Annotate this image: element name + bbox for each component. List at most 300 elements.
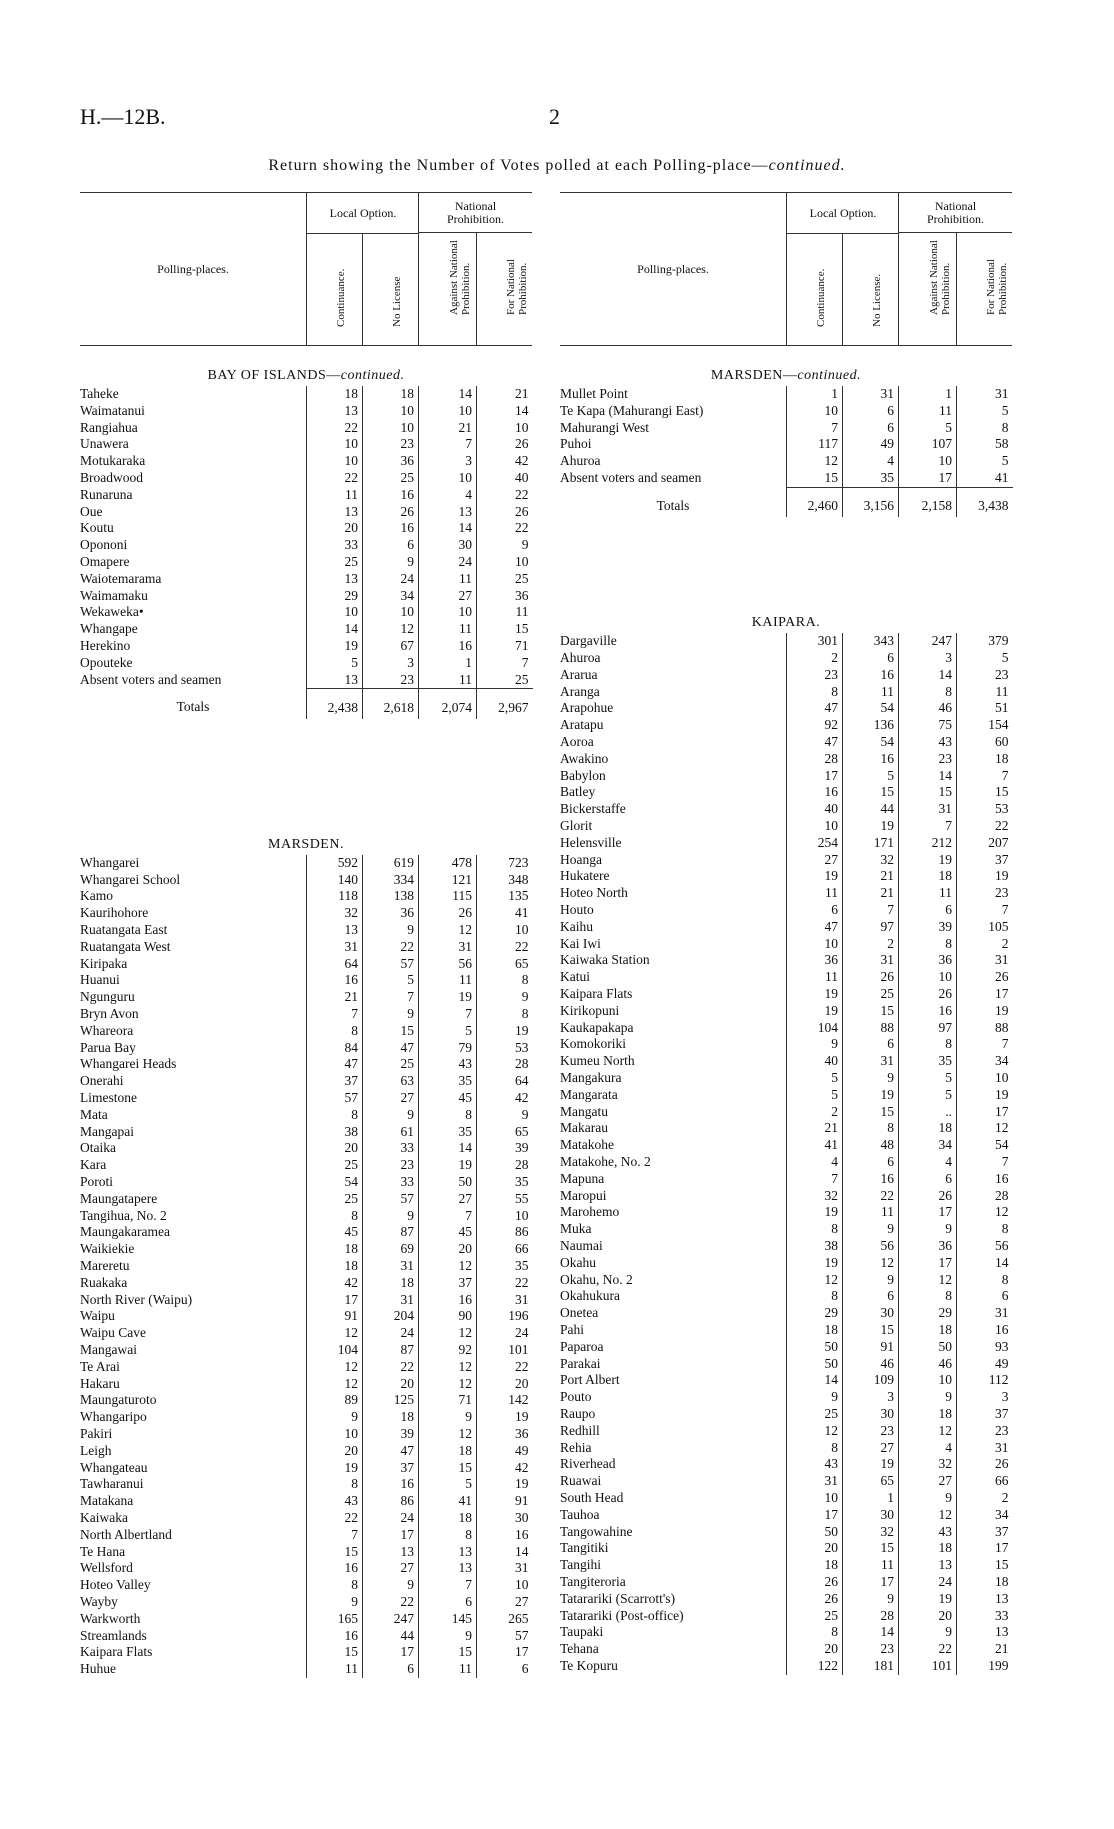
polling-place-name: Riverhead [560,1456,616,1472]
vote-count: 16 [307,1628,363,1645]
table-row [560,717,1013,734]
for-np-header: For National Prohibition. [985,259,1009,315]
polling-place-name: Komokoriki [560,1036,626,1052]
title-suffix: continued. [768,157,846,174]
vote-count: 31 [843,386,899,403]
vote-count: 122 [787,1658,843,1675]
vote-count: 24 [363,1325,419,1342]
table-row [80,1174,533,1191]
vote-count: 17 [843,1574,899,1591]
vote-count: 17 [363,1644,419,1661]
table-row [80,1258,533,1275]
vote-count: 5 [899,420,957,437]
vote-count: 28 [957,1188,1013,1205]
vote-count: 7 [307,1527,363,1544]
vote-count: 17 [899,470,957,487]
vote-count: 7 [957,768,1013,785]
table-row [560,1322,1013,1339]
polling-place-name: Mangakura [560,1070,622,1085]
vote-count: 22 [477,939,533,956]
table-row [560,986,1013,1003]
vote-count: 89 [307,1392,363,1409]
kaipara-table [560,633,1013,1674]
vote-count: 10 [419,470,477,487]
polling-place-name: Te Arai [80,1358,120,1374]
vote-count: 61 [363,1124,419,1141]
table-row [560,1272,1013,1289]
vote-count: 13 [307,922,363,939]
table-row [560,403,1013,420]
national-prohibition-header: National Prohibition. [898,193,1012,233]
vote-count: 11 [419,972,477,989]
vote-count: 7 [787,1171,843,1188]
table-row [560,1557,1013,1574]
vote-count: 27 [363,1560,419,1577]
table-row [80,1342,533,1359]
polling-place-name: Naumai [560,1237,603,1253]
vote-count: 12 [419,1426,477,1443]
vote-count: 57 [363,956,419,973]
vote-count: 47 [787,919,843,936]
vote-count: 42 [477,1460,533,1477]
vote-count: 20 [307,520,363,537]
table-row [560,1188,1013,1205]
vote-count: 8 [899,684,957,701]
vote-count: 7 [957,1154,1013,1171]
vote-count: 10 [307,1426,363,1443]
polling-place-name: Mata [80,1106,108,1122]
vote-count: 8 [899,1036,957,1053]
vote-count: 14 [957,1255,1013,1272]
vote-count: 34 [957,1507,1013,1524]
vote-count: 88 [843,1020,899,1037]
vote-count: 19 [307,638,363,655]
vote-count: 13 [419,1544,477,1561]
vote-count: 6 [477,1661,533,1678]
vote-count: 40 [787,1053,843,1070]
vote-count: 14 [899,667,957,684]
vote-count: 19 [787,1003,843,1020]
table-row [80,855,533,872]
table-row [80,588,533,605]
polling-place-name: Whangaripo [80,1409,147,1425]
table-row [560,1440,1013,1457]
vote-count: 6 [419,1594,477,1611]
vote-count: 27 [787,852,843,869]
vote-count: 8 [307,1476,363,1493]
vote-count: 14 [843,1624,899,1641]
vote-count: 31 [307,939,363,956]
vote-count: 97 [843,919,899,936]
table-row [560,818,1013,835]
vote-count: 10 [899,1372,957,1389]
vote-count: 71 [477,638,533,655]
vote-count: 40 [477,470,533,487]
vote-count: 48 [843,1137,899,1154]
table-row [560,1070,1013,1087]
polling-place-name: Whareora [80,1022,134,1038]
table-row [80,905,533,922]
polling-place-name: Maropui [560,1187,607,1203]
vote-count: 23 [363,672,419,689]
section-title-marsden-continued: MARSDEN—continued. [710,368,862,383]
vote-count: 54 [957,1137,1013,1154]
vote-count: 12 [419,922,477,939]
polling-place-name: Muka [560,1221,592,1237]
vote-count: 15 [307,1544,363,1561]
polling-place-name: North River (Waipu) [80,1291,193,1307]
vote-count: 22 [307,420,363,437]
vote-count: 30 [843,1406,899,1423]
table-row [560,633,1013,650]
marsden-table [80,855,533,1678]
table-row [80,1241,533,1258]
table-row [560,1490,1013,1507]
table-row [80,403,533,420]
vote-count: 16 [419,1292,477,1309]
vote-count: 17 [787,768,843,785]
vote-count: 32 [787,1188,843,1205]
vote-count: 11 [307,1661,363,1678]
table-row [80,1006,533,1023]
vote-count: 334 [363,872,419,889]
vote-count: 6 [843,403,899,420]
table-row [560,1238,1013,1255]
vote-count: 10 [419,403,477,420]
vote-count: 54 [307,1174,363,1191]
vote-count: 37 [307,1073,363,1090]
vote-count: 478 [419,855,477,872]
totals-value: 2,618 [363,689,419,719]
vote-count: 26 [899,986,957,1003]
vote-count: 42 [477,453,533,470]
polling-place-name: Absent voters and seamen [80,671,222,687]
table-row [80,520,533,537]
vote-count: 9 [477,989,533,1006]
vote-count: 10 [899,453,957,470]
vote-count: 43 [899,1524,957,1541]
table-row [560,667,1013,684]
polling-place-name: Matakohe [560,1137,614,1153]
polling-place-name: Dargaville [560,633,617,649]
vote-count: 35 [843,470,899,487]
polling-place-name: Okahu [560,1254,596,1270]
vote-count: 9 [899,1490,957,1507]
vote-count: 47 [307,1056,363,1073]
vote-count: 348 [477,872,533,889]
vote-count: 8 [419,1527,477,1544]
table-row [80,1140,533,1157]
vote-count: 145 [419,1611,477,1628]
vote-count: 31 [957,952,1013,969]
totals-value: 2,074 [419,689,477,719]
vote-count: 42 [477,1090,533,1107]
vote-count: 36 [477,1426,533,1443]
vote-count: 16 [419,638,477,655]
vote-count: 101 [477,1342,533,1359]
vote-count: 13 [957,1624,1013,1641]
vote-count: 247 [899,633,957,650]
vote-count: 135 [477,888,533,905]
table-row [560,420,1013,437]
vote-count: 26 [957,1456,1013,1473]
vote-count: 43 [419,1056,477,1073]
polling-place-name: Tauhoa [560,1506,600,1522]
vote-count: 6 [843,1154,899,1171]
table-row [560,1591,1013,1608]
table-row [80,1275,533,1292]
vote-count: 18 [363,386,419,403]
vote-count: 15 [843,1003,899,1020]
polling-place-name: Maungakaramea [80,1224,170,1240]
vote-count: 17 [477,1644,533,1661]
table-row [80,1644,533,1661]
vote-count: 5 [419,1023,477,1040]
vote-count: 18 [307,386,363,403]
polling-place-name: Ngunguru [80,989,135,1005]
table-row [560,1658,1013,1675]
vote-count: 9 [307,1594,363,1611]
vote-count: 66 [477,1241,533,1258]
polling-place-name: Tangihua, No. 2 [80,1207,167,1223]
vote-count: 9 [363,1107,419,1124]
vote-count: 31 [843,1053,899,1070]
vote-count: 50 [787,1524,843,1541]
table-row [80,1392,533,1409]
vote-count: 15 [787,470,843,487]
vote-count: 22 [363,1359,419,1376]
polling-place-name: Hoanga [560,851,602,867]
vote-count: 9 [307,1409,363,1426]
vote-count: 20 [307,1443,363,1460]
vote-count: 154 [957,717,1013,734]
polling-place-name: Streamlands [80,1627,147,1643]
polling-place-name: Hukatere [560,868,610,884]
vote-count: 7 [957,1036,1013,1053]
totals-value: 3,156 [843,487,899,517]
table-row [560,1003,1013,1020]
for-np-header: For National Prohibition. [505,259,529,315]
vote-count: 12 [787,1423,843,1440]
vote-count: 20 [787,1540,843,1557]
vote-count: 14 [419,520,477,537]
polling-place-name: Kirikopuni [560,1002,620,1018]
vote-count: 31 [419,939,477,956]
polling-place-name: Whangape [80,621,138,637]
vote-count: 20 [363,1376,419,1393]
polling-place-name: Broadwood [80,469,143,485]
table-row [560,684,1013,701]
vote-count: 18 [419,1510,477,1527]
vote-count: 25 [477,571,533,588]
polling-place-name: Koutu [80,520,114,536]
vote-count: 14 [419,386,477,403]
vote-count: 6 [363,1661,419,1678]
vote-count: 11 [419,621,477,638]
vote-count: 12 [363,621,419,638]
table-row [80,638,533,655]
vote-count: 36 [787,952,843,969]
table-row [80,1090,533,1107]
vote-count: 11 [899,403,957,420]
continuance-header: Continuance. [815,268,827,327]
vote-count: 11 [477,604,533,621]
vote-count: 23 [363,1157,419,1174]
vote-count: 9 [363,554,419,571]
vote-count: 11 [787,969,843,986]
vote-count: 8 [787,1288,843,1305]
vote-count: 12 [899,1507,957,1524]
vote-count: 6 [899,902,957,919]
polling-place-name: Awakino [560,750,609,766]
vote-count: 104 [307,1342,363,1359]
table-row [560,902,1013,919]
vote-count: 171 [843,835,899,852]
vote-count: 8 [957,1272,1013,1289]
vote-count: 35 [419,1073,477,1090]
vote-count: 29 [787,1305,843,1322]
vote-count: 64 [477,1073,533,1090]
vote-count: 7 [419,1006,477,1023]
vote-count: 64 [307,956,363,973]
vote-count: 56 [419,956,477,973]
vote-count: 25 [843,986,899,1003]
table-row [560,650,1013,667]
table-row [80,1409,533,1426]
vote-count: 5 [957,403,1013,420]
vote-count: 50 [899,1339,957,1356]
vote-count: 2 [957,936,1013,953]
table-row [80,872,533,889]
vote-count: 36 [477,588,533,605]
vote-count: 36 [899,952,957,969]
vote-count: 32 [899,1456,957,1473]
polling-place-name: Poroti [80,1173,114,1189]
polling-place-name: Kai Iwi [560,935,601,951]
vote-count: 31 [957,1440,1013,1457]
polling-place-name: Hoteo North [560,885,628,901]
vote-count: 5 [787,1087,843,1104]
page-number: 2 [549,104,560,129]
table-row [80,504,533,521]
table-row [560,1372,1013,1389]
vote-count: 26 [477,436,533,453]
vote-count: 10 [477,554,533,571]
polling-place-name: Ruatangata West [80,938,171,954]
table-row [80,1661,533,1678]
vote-count: 5 [307,655,363,672]
totals-value: 2,438 [307,689,363,719]
polling-place-name: Kaipara Flats [80,1644,153,1660]
vote-count: 10 [477,1577,533,1594]
totals-row [80,689,533,719]
vote-count: 121 [419,872,477,889]
vote-count: 5 [899,1087,957,1104]
totals-label: Totals [176,699,210,715]
polling-place-name: Waimamaku [80,587,148,603]
vote-count: 115 [419,888,477,905]
vote-count: 3 [899,650,957,667]
table-row [80,1292,533,1309]
table-row [80,1560,533,1577]
vote-count: 44 [843,801,899,818]
vote-count: 265 [477,1611,533,1628]
vote-count: 8 [957,420,1013,437]
table-row [560,1104,1013,1121]
vote-count: 204 [363,1308,419,1325]
polling-place-name: Onetea [560,1305,599,1321]
table-row [560,470,1013,487]
vote-count: 11 [787,885,843,902]
vote-count: 24 [899,1574,957,1591]
section-title-marsden: MARSDEN. [268,836,344,852]
vote-count: 9 [363,1006,419,1023]
vote-count: 8 [957,1221,1013,1238]
totals-label: Totals [656,497,690,513]
vote-count: 9 [843,1272,899,1289]
vote-count: 136 [843,717,899,734]
table-row [80,604,533,621]
table-row [560,1339,1013,1356]
vote-count: 13 [363,1544,419,1561]
vote-count: 30 [477,1510,533,1527]
polling-places-header: Polling-places. [157,261,229,276]
left-column [80,192,532,1678]
polling-place-name: Bryn Avon [80,1006,139,1022]
vote-count: 63 [363,1073,419,1090]
vote-count: 20 [787,1641,843,1658]
table-row [560,1624,1013,1641]
vote-count: 13 [307,504,363,521]
vote-count: 105 [957,919,1013,936]
polling-place-name: Motukaraka [80,453,146,469]
vote-count: 15 [307,1644,363,1661]
vote-count: 10 [787,818,843,835]
vote-count: 16 [363,487,419,504]
vote-count: 2 [843,936,899,953]
vote-count: 19 [787,868,843,885]
vote-count: 13 [957,1591,1013,1608]
table-row [560,1120,1013,1137]
vote-count: 10 [363,403,419,420]
vote-count: 8 [899,1288,957,1305]
polling-place-name: Mangarata [560,1086,618,1102]
vote-count: 41 [477,905,533,922]
vote-count: 39 [899,919,957,936]
vote-count: 10 [477,922,533,939]
vote-count: 21 [419,420,477,437]
document-reference: H.—12B. [80,104,166,129]
vote-count: 91 [477,1493,533,1510]
vote-count: 9 [419,1409,477,1426]
vote-count: 9 [843,1591,899,1608]
vote-count: 11 [843,684,899,701]
vote-count: 36 [363,453,419,470]
no-license-header: No License. [871,273,883,327]
vote-count: 11 [843,1557,899,1574]
table-row [560,768,1013,785]
vote-count: 79 [419,1040,477,1057]
vote-count: 12 [419,1325,477,1342]
vote-count: 8 [787,1624,843,1641]
vote-count: 6 [843,1036,899,1053]
table-row [80,1527,533,1544]
vote-count: 37 [957,1406,1013,1423]
vote-count: 12 [899,1272,957,1289]
polling-place-name: Raupo [560,1405,596,1421]
polling-place-name: Aratapu [560,717,604,733]
polling-place-name: Kaiwaka Station [560,952,650,968]
